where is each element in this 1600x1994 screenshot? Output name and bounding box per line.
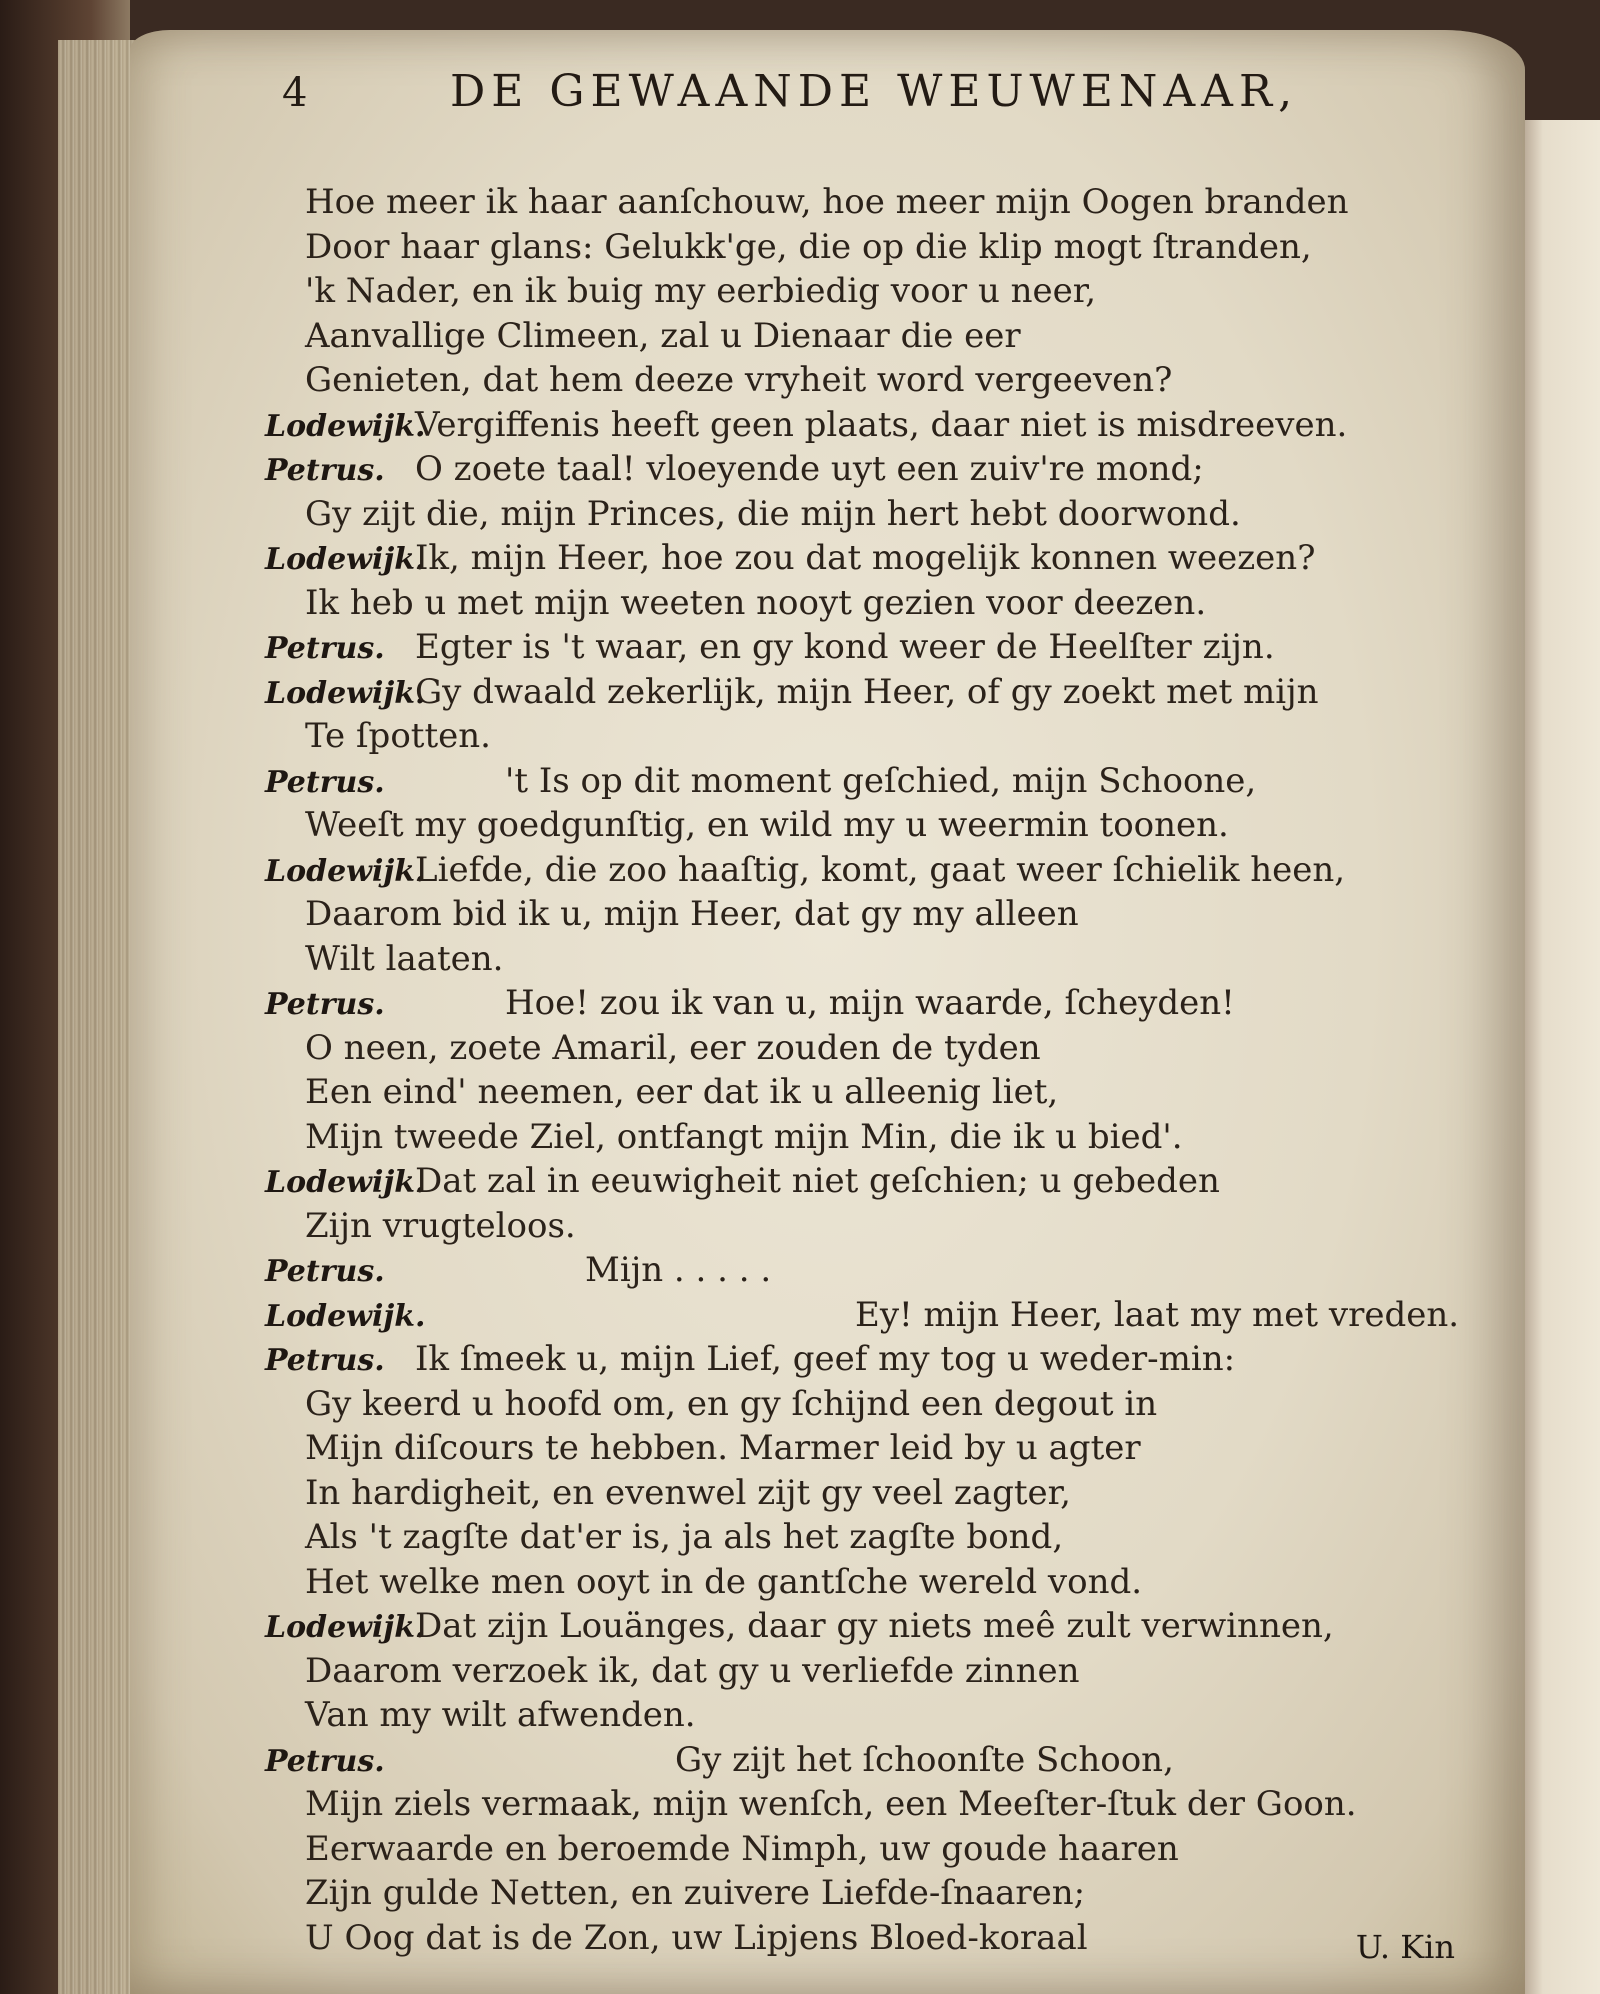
- text-line: [265, 1248, 1515, 1293]
- speaker-name: Lodewijk.: [265, 408, 426, 444]
- text-line: [265, 1337, 1515, 1382]
- speaker-name: Petrus.: [265, 453, 385, 488]
- speech-text: Door haar glans: Gelukk'ge, die op die klip mogt ſtranden,: [305, 226, 1312, 267]
- speech-text: In hardigheit, en evenwel zijt gy veel zagter,: [305, 1472, 1071, 1513]
- speaker-name: Lodewijk.: [265, 1165, 426, 1200]
- speech-text: Ey! mijn Heer, laat my met vreden.: [855, 1294, 1460, 1335]
- text-line: [265, 714, 1515, 759]
- speech-text: Ik heb u met mijn weeten nooyt gezien voor deezen.: [305, 582, 1207, 623]
- text-line: [265, 1604, 1515, 1649]
- speech-text: Wilt laaten.: [305, 938, 504, 979]
- speech-text: 't Is op dit moment geſchied, mijn Schoone,: [505, 760, 1257, 801]
- speaker-name: Petrus.: [265, 1743, 385, 1779]
- speech-text: O neen, zoete Amaril, eer zouden de tyden: [305, 1027, 1041, 1068]
- speaker-name: Petrus.: [265, 764, 385, 800]
- text-line: [265, 1515, 1515, 1560]
- speech-text: Een eind' neemen, eer dat ik u alleenig liet,: [305, 1072, 1059, 1112]
- text-line: [265, 803, 1515, 848]
- text-line: [265, 492, 1515, 537]
- text-line: [265, 1560, 1515, 1605]
- speech-text: U Oog dat is de Zon, uw Lipjens Bloed-koraal: [305, 1917, 1088, 1958]
- text-line: [265, 1159, 1515, 1204]
- speech-text: Gy keerd u hoofd om, en gy ſchijnd een degout in: [305, 1383, 1158, 1424]
- text-line: [265, 670, 1515, 715]
- speech-text: Ik ſmeek u, mijn Lief, geef my tog u weder-min:: [415, 1339, 1236, 1379]
- speech-text: Weeſt my goedgunſtig, en wild my u weermin toonen.: [305, 805, 1229, 845]
- speaker-name: Lodewijk.: [265, 542, 426, 577]
- speech-text: Genieten, dat hem deeze vryheit word vergeeven?: [305, 360, 1173, 400]
- text-line: [265, 1916, 1515, 1961]
- text-line: [265, 581, 1515, 626]
- text-line: [265, 1204, 1515, 1249]
- text-line: [265, 848, 1515, 893]
- text-line: [265, 1782, 1515, 1827]
- text-line: [265, 1871, 1515, 1916]
- text-line: [265, 981, 1515, 1026]
- speaker-name: Lodewijk.: [265, 1298, 426, 1334]
- text-line: [265, 1738, 1515, 1783]
- text-line: [265, 1293, 1515, 1338]
- speech-text: Zijn gulde Netten, en zuivere Liefde-ſnaaren;: [305, 1873, 1086, 1913]
- speaker-name: Lodewijk.: [265, 675, 426, 711]
- text-line: [265, 314, 1515, 359]
- text-line: [265, 1693, 1515, 1738]
- speech-text: Dat zal in eeuwigheit niet geſchien; u gebeden: [415, 1161, 1220, 1201]
- speaker-name: Lodewijk.: [265, 853, 426, 889]
- speech-text: Mijn tweede Ziel, ontfangt mijn Min, die ik u bied'.: [305, 1116, 1183, 1157]
- speech-text: Liefde, die zoo haaſtig, komt, gaat weer ſchielik heen,: [415, 849, 1346, 890]
- speech-text: Als 't zagſte dat'er is, ja als het zagſte bond,: [305, 1517, 1064, 1557]
- running-title: DE GEWAANDE WEUWENAAR,: [450, 66, 1299, 117]
- speech-text: Daarom bid ik u, mijn Heer, dat gy my alleen: [305, 894, 1079, 934]
- speech-text: Daarom verzoek ik, dat gy u verliefde zinnen: [305, 1650, 1080, 1691]
- speaker-name: Petrus.: [265, 987, 385, 1022]
- speaker-name: Petrus.: [265, 1343, 385, 1378]
- text-line: [265, 759, 1515, 804]
- speech-text: O zoete taal! vloeyende uyt een zuiv're mond;: [415, 449, 1204, 489]
- text-line: [265, 937, 1515, 982]
- text-line: [265, 225, 1515, 270]
- speech-text: Gy zijt die, mijn Princes, die mijn hert hebt doorwond.: [305, 493, 1241, 534]
- text-line: [265, 180, 1515, 225]
- speaker-name: Petrus.: [265, 631, 385, 666]
- text-line: [265, 1382, 1515, 1427]
- speech-text: Eerwaarde en beroemde Nimph, uw goude haaren: [305, 1828, 1179, 1869]
- page-number: 4: [282, 70, 308, 116]
- speech-text: Te ſpotten.: [305, 716, 491, 756]
- text-line: [265, 1471, 1515, 1516]
- speech-text: Aanvallige Climeen, zal u Dienaar die eer: [305, 315, 1021, 356]
- speech-text: Gy zijt het ſchoonſte Schoon,: [675, 1739, 1174, 1780]
- speech-text: Dat zijn Louänges, daar gy niets meê zult verwinnen,: [415, 1606, 1334, 1646]
- speaker-name: Petrus.: [265, 1254, 385, 1289]
- text-line: [265, 269, 1515, 314]
- text-line: [265, 1827, 1515, 1872]
- speech-text: Van my wilt afwenden.: [305, 1695, 696, 1735]
- text-line: [265, 625, 1515, 670]
- text-line: [265, 1426, 1515, 1471]
- speech-text: Mijn ziels vermaak, mijn wenſch, een Meeſter-ſtuk der Goon.: [305, 1784, 1357, 1824]
- text-line: [265, 1026, 1515, 1071]
- text-line: [265, 1649, 1515, 1694]
- speech-text: Hoe meer ik haar aanſchouw, hoe meer mijn Oogen branden: [305, 182, 1349, 222]
- text-line: [265, 1115, 1515, 1160]
- speech-text: Mijn . . . . .: [585, 1250, 772, 1290]
- catchword: U. Kin: [1355, 1928, 1455, 1966]
- speech-text: Zijn vrugteloos.: [305, 1205, 576, 1246]
- book-page: [130, 30, 1525, 1994]
- text-line: [265, 1070, 1515, 1115]
- speech-text: 'k Nader, en ik buig my eerbiedig voor u neer,: [305, 271, 1097, 311]
- speech-text: Vergiffenis heeft geen plaats, daar niet is misdreeven.: [415, 404, 1348, 445]
- speech-text: Ik, mijn Heer, hoe zou dat mogelijk konnen weezen?: [415, 538, 1316, 578]
- speech-text: Egter is 't waar, en gy kond weer de Heelſter zijn.: [415, 627, 1275, 667]
- speaker-name: Lodewijk.: [265, 1610, 426, 1645]
- text-line: [265, 536, 1515, 581]
- text-line: [265, 892, 1515, 937]
- text-line: [265, 403, 1515, 448]
- speech-text: Het welke men ooyt in de gantſche wereld vond.: [305, 1561, 1143, 1602]
- text-line: [265, 447, 1515, 492]
- speech-text: Mijn diſcours te hebben. Marmer leid by u agter: [305, 1428, 1141, 1468]
- speech-text: Gy dwaald zekerlijk, mijn Heer, of gy zoekt met mijn: [415, 671, 1319, 712]
- text-line: [265, 358, 1515, 403]
- speech-text: Hoe! zou ik van u, mijn waarde, ſcheyden!: [505, 983, 1235, 1023]
